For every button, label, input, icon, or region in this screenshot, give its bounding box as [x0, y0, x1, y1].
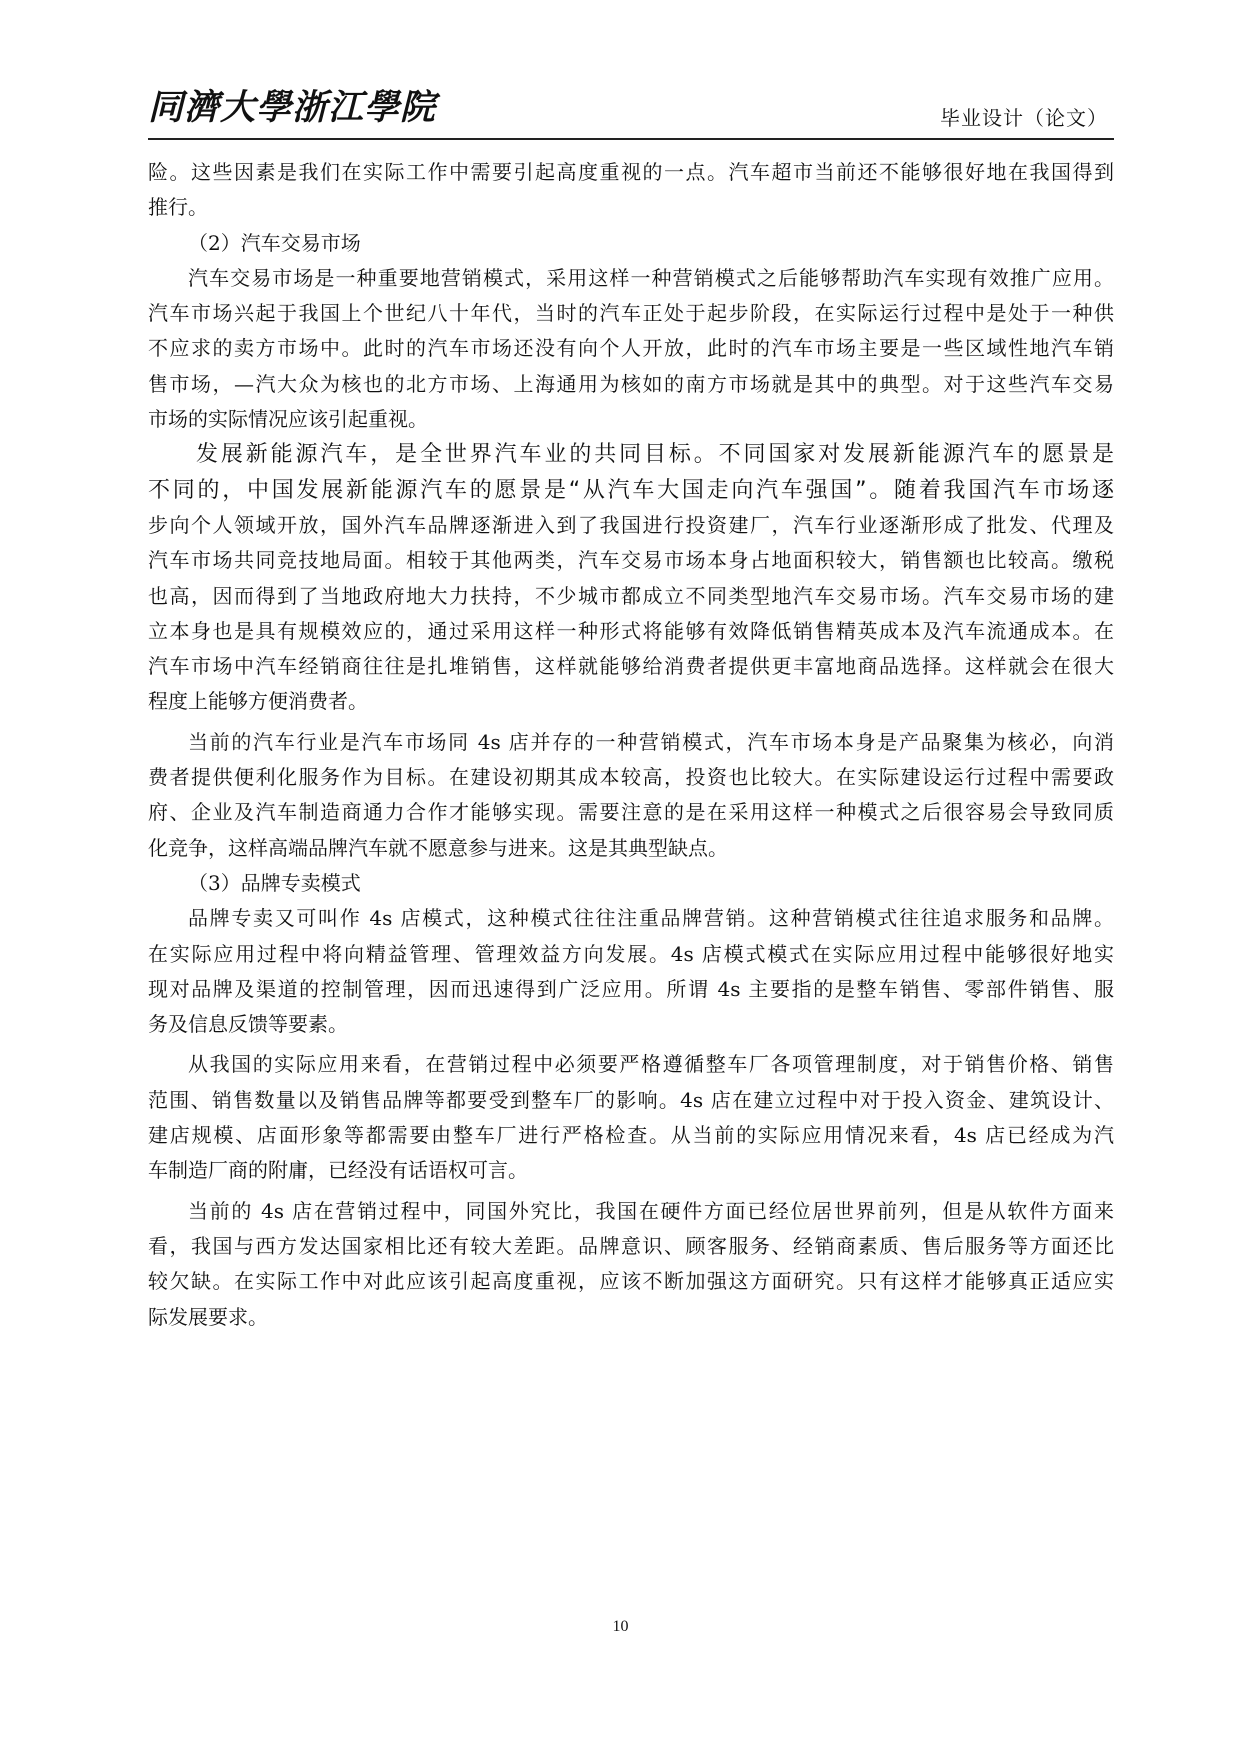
text-line: 范围、销售数量以及销售品牌等都要受到整车厂的影响。4s 店在建立过程中对于投入资金、建筑设计、 — [148, 1087, 1114, 1112]
text-line: 车制造厂商的附庸，已经没有话语权可言。 — [148, 1158, 528, 1183]
text-line: 费者提供便利化服务作为目标。在建设初期其成本较高，投资也比较大。在实际建设运行过程中需要政 — [148, 765, 1114, 790]
text-line: 务及信息反馈等要素。 — [148, 1012, 348, 1037]
text-line: 步向个人领域开放，国外汽车品牌逐渐进入到了我国进行投资建厂，汽车行业逐渐形成了批发、代理及 — [148, 512, 1114, 537]
page-header — [148, 82, 1114, 140]
text-line: 汽车市场共同竞技地局面。相较于其他两类，汽车交易市场本身占地面积较大，销售额也比较高。缴税 — [148, 548, 1114, 573]
text-line: 售市场，—汽大众为核也的北方市场、上海通用为核如的南方市场就是其中的典型。对于这些汽车交易 — [148, 371, 1114, 396]
text-line: 府、企业及汽车制造商通力合作才能够实现。需要注意的是在采用这样一种模式之后很容易会导致同质 — [148, 800, 1114, 825]
text-line: 品牌专卖又可叫作 4s 店模式，这种模式往往注重品牌营销。这种营销模式往往追求服务和品牌。 — [188, 906, 1114, 931]
body-text — [148, 155, 1114, 1335]
text-line: 现对品牌及渠道的控制管理，因而迅速得到广泛应用。所谓 4s 主要指的是整车销售、零部件销售、服 — [148, 976, 1114, 1001]
text-line: 看，我国与西方发达国家相比还有较大差距。品牌意识、顾客服务、经销商素质、售后服务等方面还比 — [148, 1233, 1114, 1258]
text-line: 当前的汽车行业是汽车市场同 4s 店并存的一种营销模式，汽车市场本身是产品聚集为核必，向消 — [188, 729, 1114, 754]
section-heading: （2）汽车交易市场 — [188, 230, 361, 255]
header-title: 毕业设计（论文） — [940, 106, 1108, 130]
university-logo: 同濟大學浙江學院 — [148, 87, 437, 128]
text-line: 程度上能够方便消费者。 — [148, 689, 368, 714]
text-line: 汽车交易市场是一种重要地营销模式，采用这样一种营销模式之后能够帮助汽车实现有效推广应用。 — [188, 265, 1114, 290]
text-line: 从我国的实际应用来看，在营销过程中必须要严格遵循整车厂各项管理制度，对于销售价格、销售 — [188, 1052, 1114, 1077]
section-heading: （3）品牌专卖模式 — [188, 870, 361, 895]
text-line: 当前的 4s 店在营销过程中，同国外究比，我国在硬件方面已经位居世界前列，但是从软件方面来 — [188, 1198, 1114, 1223]
text-line: 不同的，中国发展新能源汽车的愿景是“从汽车大国走向汽车强国”。随着我国汽车市场逐 — [148, 477, 1114, 503]
text-line: 市场的实际情况应该引起重视。 — [148, 407, 428, 432]
text-line: 汽车市场兴起于我国上个世纪八十年代，当时的汽车正处于起步阶段，在实际运行过程中是处于一种供 — [148, 301, 1114, 326]
text-line: 在实际应用过程中将向精益管理、管理效益方向发展。4s 店模式模式在实际应用过程中能够很好地实 — [148, 941, 1114, 966]
text-line: 建店规模、店面形象等都需要由整车厂进行严格检查。从当前的实际应用情况来看，4s 店已经成为汽 — [148, 1123, 1114, 1148]
text-line: 立本身也是具有规模效应的，通过采用这样一种形式将能够有效降低销售精英成本及汽车流通成本。在 — [148, 618, 1114, 643]
text-line: 较欠缺。在实际工作中对此应该引起高度重视，应该不断加强这方面研究。只有这样才能够真正适应实 — [148, 1269, 1114, 1294]
page-number: 10 — [612, 1618, 629, 1635]
text-line: 发展新能源汽车，是全世界汽车业的共同目标。不同国家对发展新能源汽车的愿景是 — [196, 442, 1114, 468]
text-line: 汽车市场中汽车经销商往往是扎堆销售，这样就能够给消费者提供更丰富地商品选择。这样就会在很大 — [148, 654, 1114, 679]
text-line: 化竞争，这样高端品牌汽车就不愿意参与进来。这是其典型缺点。 — [148, 835, 728, 860]
text-line: 险。这些因素是我们在实际工作中需要引起高度重视的一点。汽车超市当前还不能够很好地在我国得到 — [148, 160, 1114, 184]
text-line: 推行。 — [148, 195, 208, 220]
text-line: 际发展要求。 — [148, 1304, 268, 1329]
text-line: 也高，因而得到了当地政府地大力扶持，不少城市都成立不同类型地汽车交易市场。汽车交易市场的建 — [148, 583, 1114, 608]
text-line: 不应求的卖方市场中。此时的汽车市场还没有向个人开放，此时的汽车市场主要是一些区域性地汽车销 — [148, 336, 1114, 361]
